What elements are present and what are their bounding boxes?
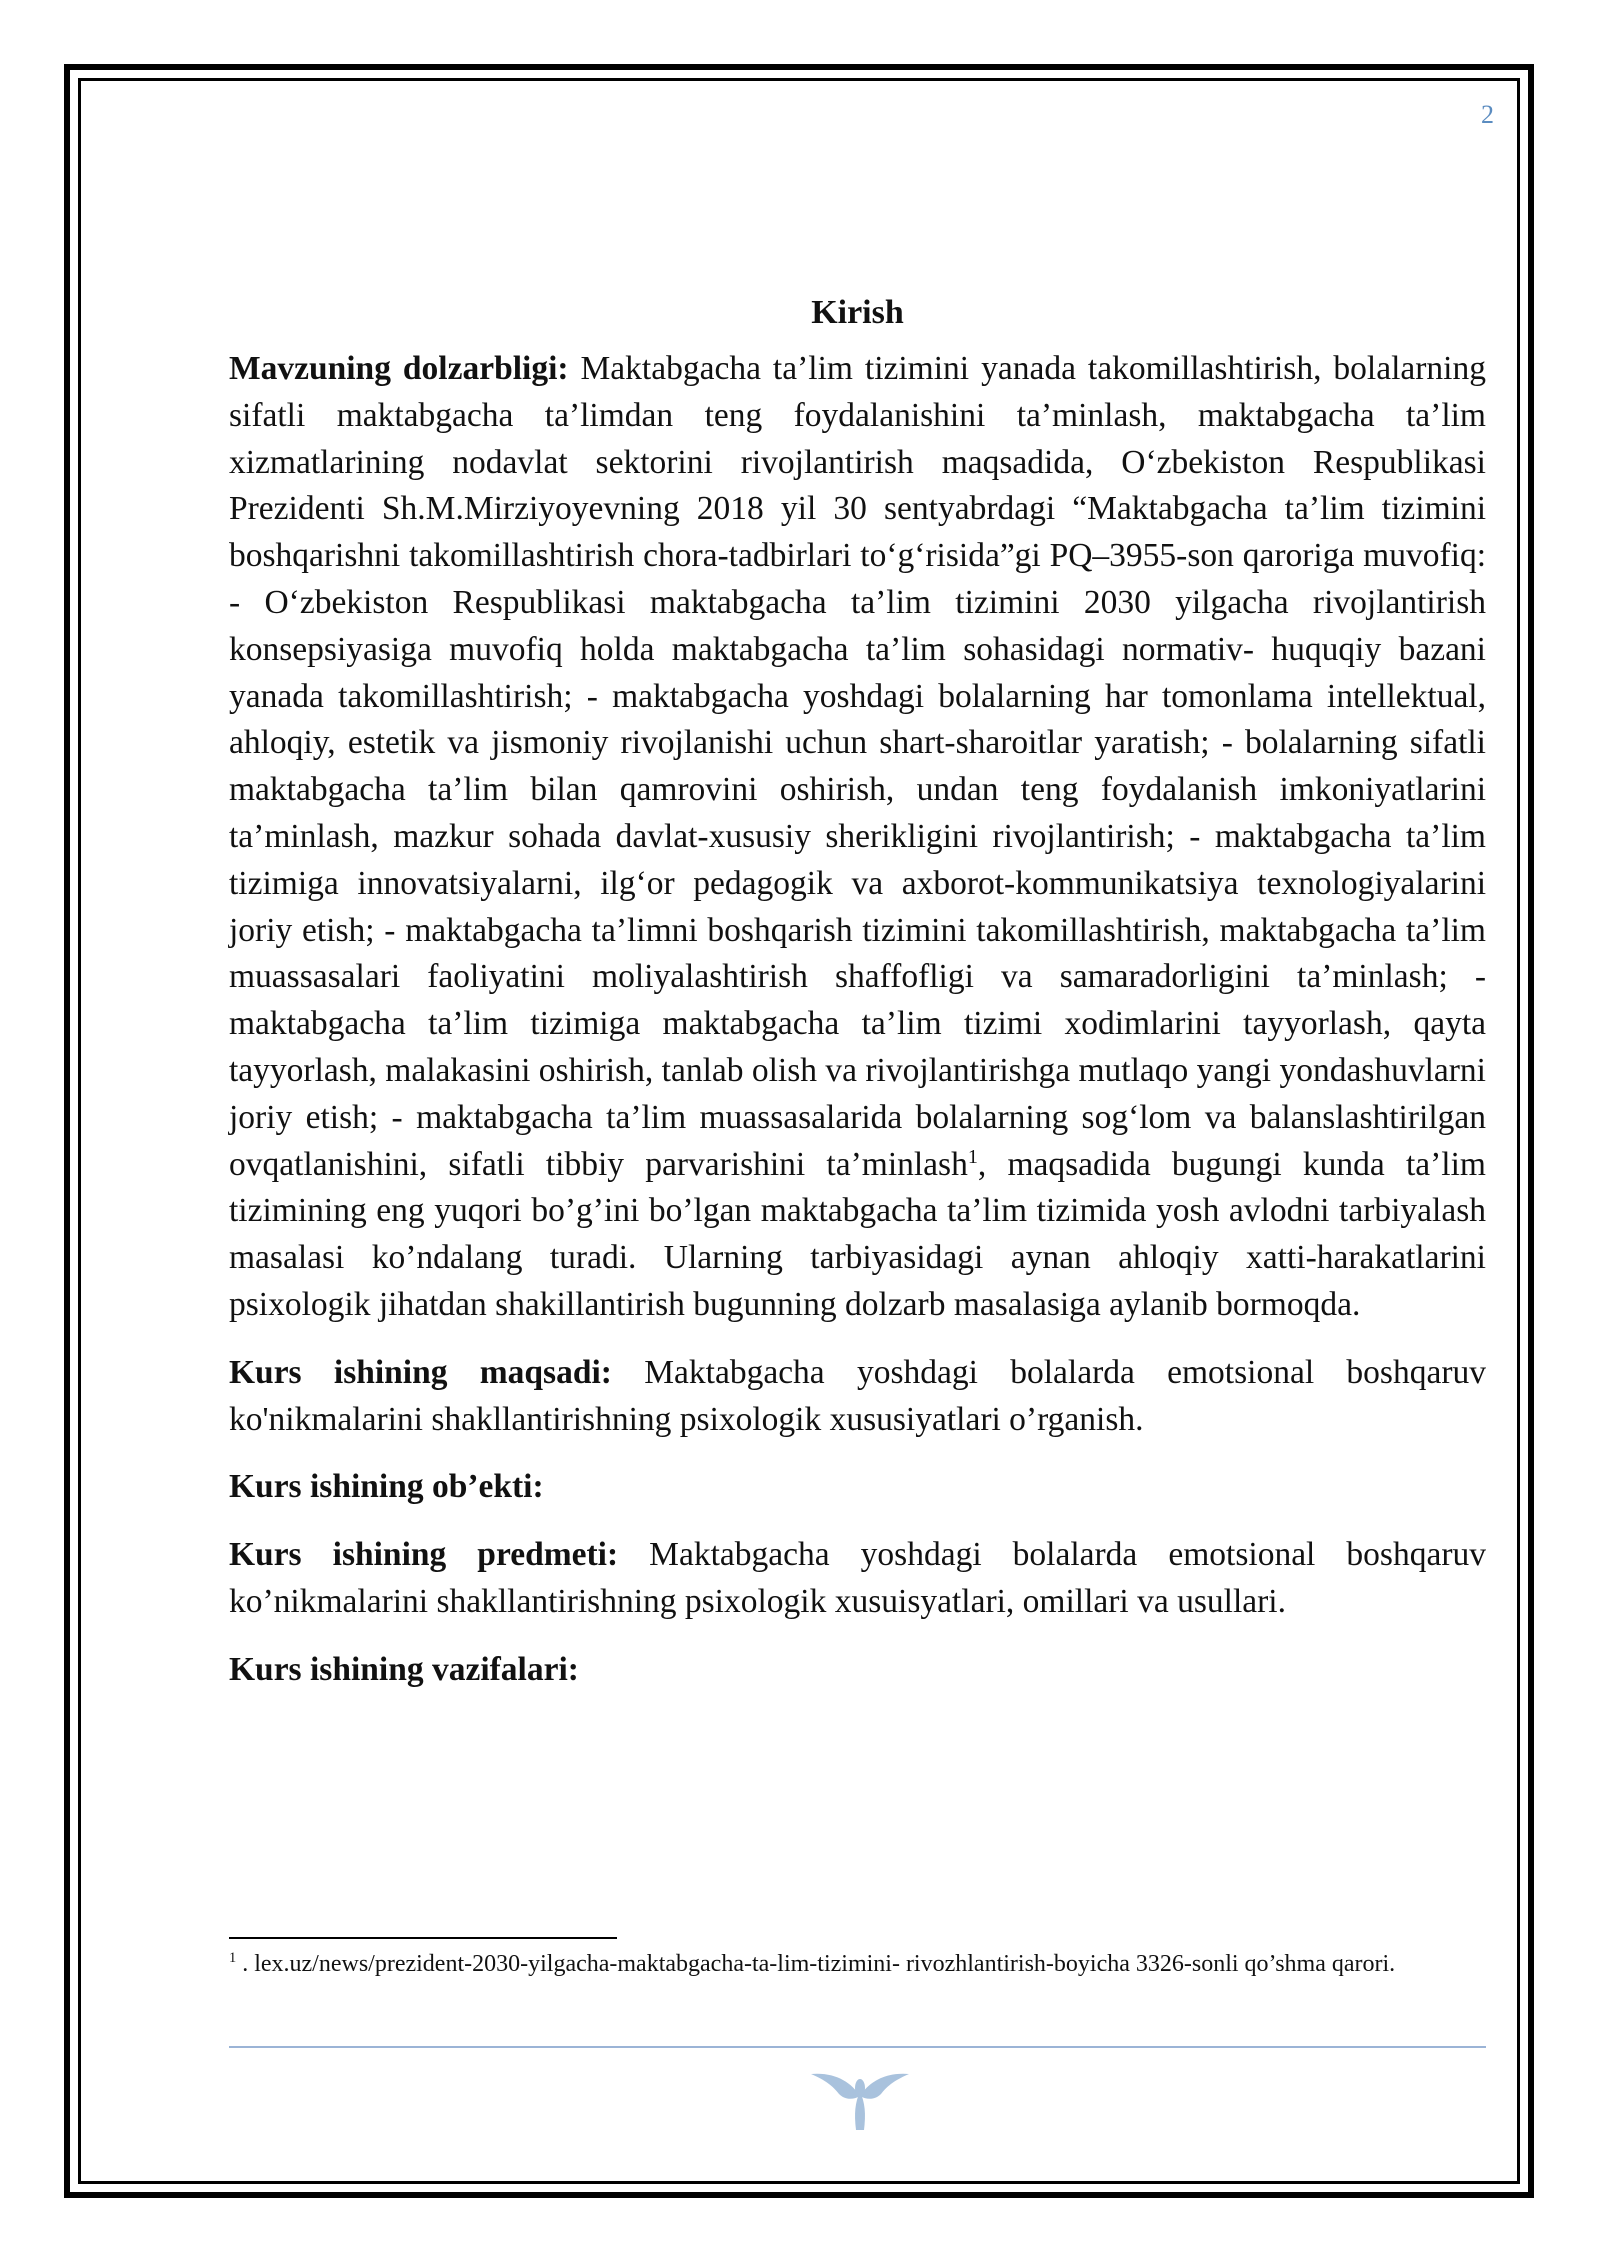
- section-heading: Kirish: [811, 294, 904, 331]
- relevance-text-a: Maktabgacha ta’lim tizimini yanada takomillashtirish, bolalarning sifatli maktabgacha ta’limdan teng foydalanishini ta’minlash, maktabgacha ta’lim xizmatlarining nodavlat sektorini rivojlantirish maqsadida, O‘zbekiston Respublikasi Prezidenti Sh.M.Mirziyoyevning 2018 yil 30 sentyabrdagi “Maktabgacha ta’lim tizimini boshqarishni takomillashtirish chora-tadbirlari to‘g‘risida”gi PQ–3955-son qaroriga muvofiq: - O‘zbekiston Respublikasi maktabgacha ta’lim tizimini 2030 yilgacha rivojlantirish konsepsiyasiga muvofiq holda maktabgacha ta’lim sohasidagi normativ- huquqiy bazani yanada takomillashtirish; - maktabgacha yoshdagi bolalarning har tomonlama intellektual, ahloqiy, estetik va jismoniy rivojlanishi uchun shart-sharoitlar yaratish; - bolalarning sifatli maktabgacha ta’lim bilan qamrovini oshirish, undan teng foydalanish imkoniyatlarini ta’minlash, mazkur sohada davlat-xususiy sherikligini rivojlantirish; - maktabgacha ta’lim tizimiga innovatsiyalarni, ilg‘or pedagogik va axborot-kommunikatsiya texnologiyalarini joriy etish; - maktabgacha ta’limni boshqarish tizimini takomillashtirish, maktabgacha ta’lim muassasalari faoliyatini moliyalashtirish shaffofligi va samaradorligini ta’minlash; - maktabgacha ta’lim tizimiga maktabgacha ta’lim tizimi xodimlarini tayyorlash, qayta tayyorlash, malakasini oshirish, tanlab olish va rivojlantirishga mutlaqo yangi yondashuvlarni joriy etish; - maktabgacha ta’lim muassasalarida bolalarning sog‘lom va balanslashtirilgan ovqatlanishini, sifatli tibbiy parvarishini ta’minlash: [229, 350, 1486, 1183]
- page-number: 2: [1481, 100, 1494, 129]
- footer-rule: [229, 2046, 1486, 2048]
- footnote-separator: [229, 1937, 617, 1939]
- relevance-label: Mavzuning dolzarbligi:: [229, 350, 569, 387]
- paragraph-tasks: [229, 1647, 1486, 1694]
- goal-text: Maktabgacha yoshdagi bolalarda emotsional boshqaruv ko'nikmalarini shakllantirishning psixologik xususiyatlari o’rganish.: [229, 1353, 1486, 1438]
- tasks-label: Kurs ishining vazifalari:: [229, 1650, 579, 1688]
- footnote-reference[interactable]: 1: [967, 1145, 978, 1168]
- goal-label: Kurs ishining maqsadi:: [229, 1353, 612, 1391]
- subject-label: Kurs ishining predmeti:: [229, 1536, 619, 1574]
- paragraph-object: [229, 1464, 1486, 1511]
- subject-text: Maktabgacha yoshdagi bolalarda emotsional boshqaruv ko’nikmalarini shakllantirishning psixologik xusuisyatlari, omillari va usullari.: [229, 1536, 1486, 1620]
- footnote-number: 1: [229, 1950, 237, 1966]
- paragraph-subject: [229, 1532, 1486, 1626]
- footnote-text: . lex.uz/news/prezident-2030-yilgacha-maktabgacha-ta-lim-tizimini- rivozhlantirish-boyicha 3326-sonli qo’shma qarori.: [236, 1951, 1396, 1977]
- floral-ornament-icon: [805, 2062, 915, 2132]
- paragraph-goal: [229, 1350, 1486, 1444]
- object-label: Kurs ishining ob’ekti:: [229, 1468, 544, 1506]
- document-body: [229, 290, 1486, 1715]
- relevance-text-b: , maqsadida bugungi kunda ta’lim tizimining eng yuqori bo’g’ini bo’lgan maktabgacha ta’lim tizimida yosh avlodni tarbiyalash masalasi ko’ndalang turadi. Ularning tarbiyasidagi aynan ahloqiy xatti-harakatlarini psixologik jihatdan shakillantirish bugunning dolzarb masalasiga aylanib bormoqda.: [229, 1145, 1486, 1323]
- footnote: [229, 1947, 1486, 1982]
- paragraph-relevance: [229, 346, 1486, 1329]
